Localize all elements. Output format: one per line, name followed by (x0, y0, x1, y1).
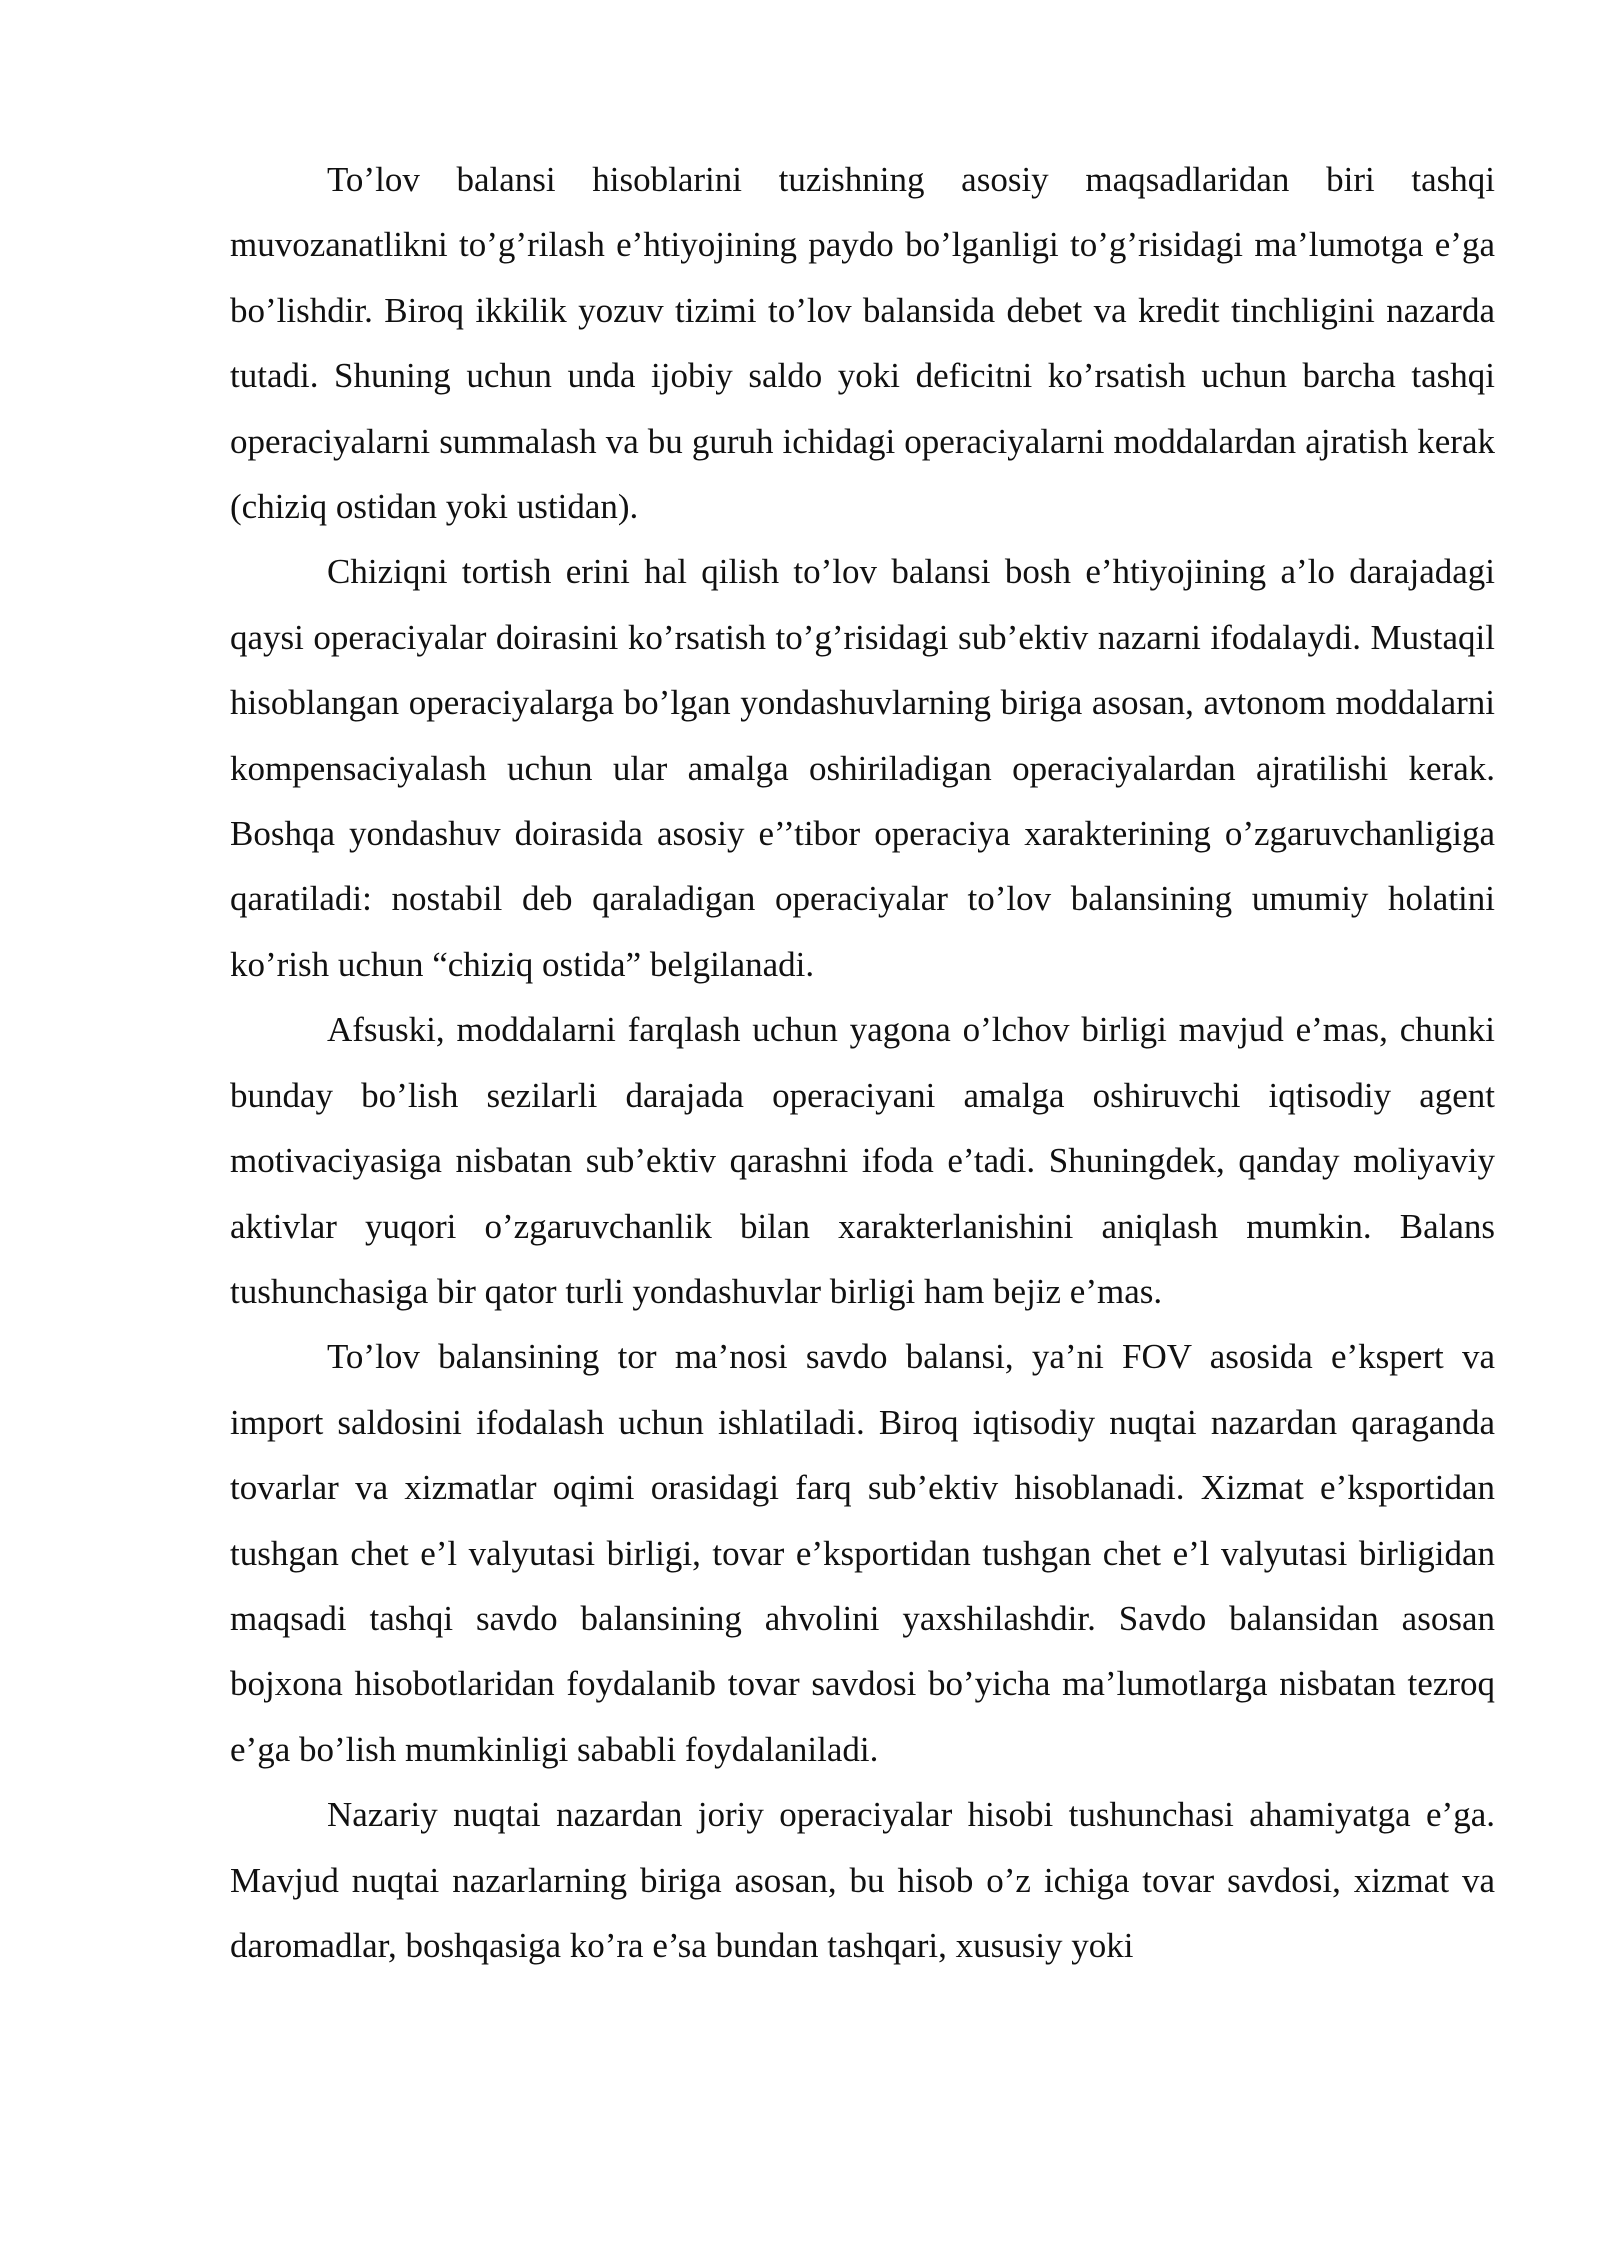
paragraph-5: Nazariy nuqtai nazardan joriy operaciyalar hisobi tushunchasi ahamiyatga e’ga. Mavjud nuqtai nazarlarning biriga asosan, bu hisob o’z ichiga tovar savdosi, xizmat va daromadlar, boshqasiga ko’ra e’sa bundan tashqari, xususiy yoki (230, 1795, 1495, 1965)
paragraph-2: Chiziqni tortish erini hal qilish to’lov balansi bosh e’htiyojining a’lo darajadagi qaysi operaciyalar doirasini ko’rsatish to’g’risidagi sub’ektiv nazarni ifodalaydi. Mustaqil hisoblangan operaciyalarga bo’lgan yondashuvlarning biriga asosan, avtonom moddalarni kompensaciyalash uchun ular amalga oshiriladigan operaciyalardan ajratilishi kerak. Boshqa yondashuv doirasida asosiy e’’tibor operaciya xarakterining o’zgaruvchanligiga qaratiladi: nostabil deb qaraladigan operaciyalar to’lov balansining umumiy holatini ko’rish uchun “chiziq ostida” belgilanadi. (230, 552, 1495, 984)
paragraph-1: To’lov balansi hisoblarini tuzishning asosiy maqsadlaridan biri tashqi muvozanatlikni to’g’rilash e’htiyojining paydo bo’lganligi to’g’risidagi ma’lumotga e’ga bo’lishdir. Biroq ikkilik yozuv tizimi to’lov balansida debet va kredit tinchligini nazarda tutadi. Shuning uchun unda ijobiy saldo yoki deficitni ko’rsatish uchun barcha tashqi operaciyalarni summalash va bu guruh ichidagi operaciyalarni moddalardan ajratish kerak (chiziq ostidan yoki ustidan). (230, 160, 1495, 527)
body-text (230, 147, 1495, 1978)
paragraph-4: To’lov balansining tor ma’nosi savdo balansi, ya’ni FOV asosida e’kspert va import saldosini ifodalash uchun ishlatiladi. Biroq iqtisodiy nuqtai nazardan qaraganda tovarlar va xizmatlar oqimi orasidagi farq sub’ektiv hisoblanadi. Xizmat e’ksportidan tushgan chet e’l valyutasi birligi, tovar e’ksportidan tushgan chet e’l valyutasi birligidan maqsadi tashqi savdo balansining ahvolini yaxshilashdir. Savdo balansidan asosan bojxona hisobotlaridan foydalanib tovar savdosi bo’yicha ma’lumotlarga nisbatan tezroq e’ga bo’lish mumkinligi sababli foydalaniladi. (230, 1337, 1495, 1769)
paragraph-3: Afsuski, moddalarni farqlash uchun yagona o’lchov birligi mavjud e’mas, chunki bunday bo’lish sezilarli darajada operaciyani amalga oshiruvchi iqtisodiy agent motivaciyasiga nisbatan sub’ektiv qarashni ifoda e’tadi. Shuningdek, qanday moliyaviy aktivlar yuqori o’zgaruvchanlik bilan xarakterlanishini aniqlash mumkin. Balans tushunchasiga bir qator turli yondashuvlar birligi ham bejiz e’mas. (230, 1010, 1495, 1311)
